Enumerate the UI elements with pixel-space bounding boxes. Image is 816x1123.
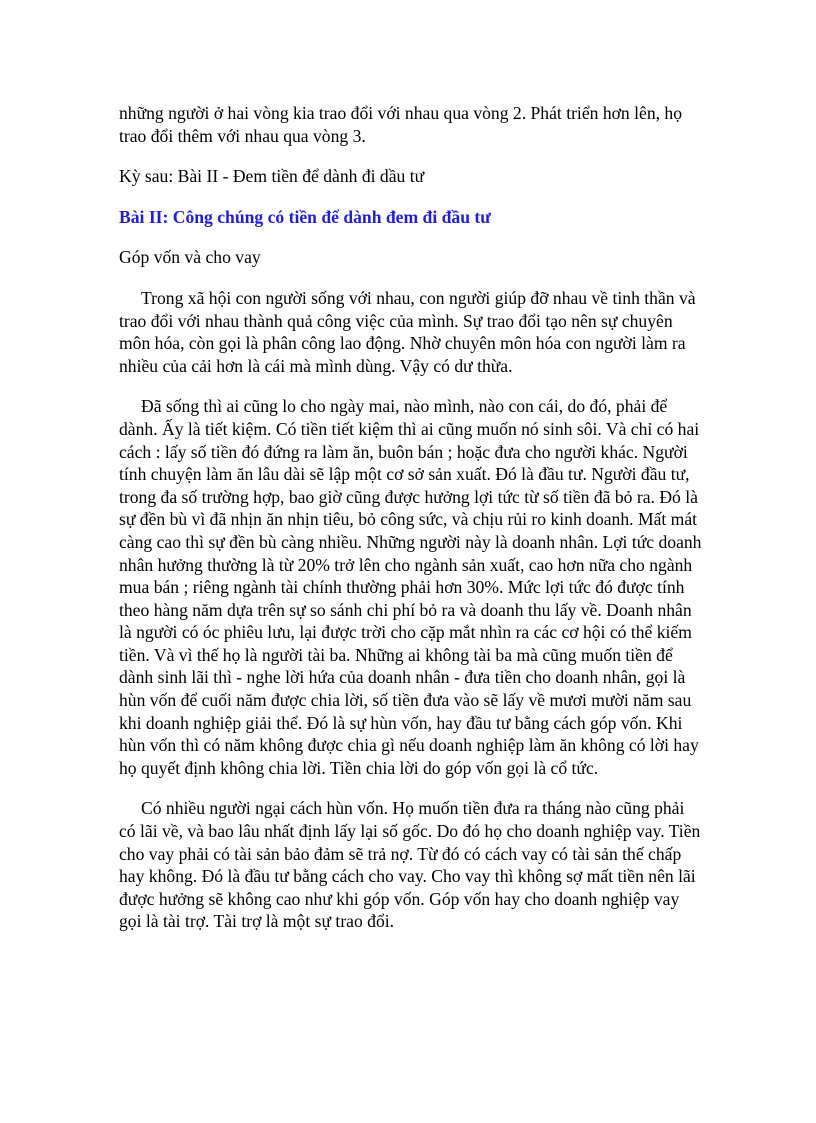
next-article-note: Kỳ sau: Bài II - Đem tiền để dành đi dầu tư [119, 166, 425, 187]
body-paragraph: Đã sống thì ai cũng lo cho ngày mai, nào mình, nào con cái, do đó, phải để dành. Ấy là tiết kiệm. Có tiền tiết kiệm thì ai cũng muốn nó sinh sôi. Và chỉ có hai cách : lấy số tiền đó đứng ra làm ăn, buôn bán ; hoặc đưa cho người khác. Người tính chuyện làm ăn lâu dài sẽ lập một cơ sở sản xuất. Đó là đầu tư. Người đầu tư, trong đa số trường hợp, bao giờ cũng được hưởng lợi tức từ số tiền đã bỏ ra. Đó là sự đền bù vì đã nhịn ăn nhịn tiêu, bỏ công sức, và chịu rủi ro kinh doanh. Mất mát càng cao thì sự đền bù càng nhiều. Những người này là doanh nhân. Lợi tức doanh nhân hưởng thường là từ 20% trở lên cho ngành sản xuất, cao hơn nữa cho ngành mua bán ; riêng ngành tài chính thường phải hơn 30%. Mức lợi tức đó được tính theo hàng năm dựa trên sự so sánh chi phí bỏ ra và doanh thu lấy về. Doanh nhân là người có óc phiêu lưu, lại được trời cho cặp mắt nhìn ra các cơ hội có thể kiếm tiền. Và vì thế họ là người tài ba. Những ai không tài ba mà cũng muốn tiền để dành sinh lãi thì - nghe lời hứa của doanh nhân - đưa tiền cho doanh nhân, gọi là hùn vốn để cuối năm được chia lời, số tiền đưa vào sẽ lấy về mươi mười năm sau khi doanh nghiệp giải thể. Đó là sự hùn vốn, hay đầu tư bằng cách góp vốn. Khi hùn vốn thì có năm không được chia gì nếu doanh nghiệp làm ăn không có lời hay họ quyết định không chia lời. Tiền chia lời do góp vốn gọi là cổ tức. [119, 396, 702, 778]
section-subheading: Góp vốn và cho vay [119, 247, 261, 268]
body-paragraph: Trong xã hội con người sống với nhau, con người giúp đỡ nhau về tinh thần và trao đổi với nhau thành quả công việc của mình. Sự trao đổi tạo nên sự chuyên môn hóa, còn gọi là phân công lao động. Nhờ chuyên môn hóa con người làm ra nhiều của cải hơn là cái mà mình dùng. Vậy có dư thừa. [119, 287, 696, 376]
document-page [119, 102, 705, 951]
article-heading: Bài II: Công chúng có tiền để dành đem đi đầu tư [119, 206, 491, 227]
body-paragraph: Có nhiều người ngại cách hùn vốn. Họ muốn tiền đưa ra tháng nào cũng phải có lãi về, và bao lâu nhất định lấy lại số gốc. Do đó họ cho doanh nghiệp vay. Tiền cho vay phải có tài sản bảo đảm sẽ trả nợ. Từ đó có cách vay có tài sản thế chấp hay không. Đó là đầu tư bằng cách cho vay. Cho vay thì không sợ mất tiền nên lãi được hưởng sẽ không cao như khi góp vốn. Góp vốn hay cho doanh nghiệp vay gọi là tài trợ. Tài trợ là một sự trao đổi. [119, 798, 701, 932]
intro-paragraph: những người ở hai vòng kia trao đổi với nhau qua vòng 2. Phát triển hơn lên, họ trao đổi thêm với nhau qua vòng 3. [119, 103, 683, 146]
